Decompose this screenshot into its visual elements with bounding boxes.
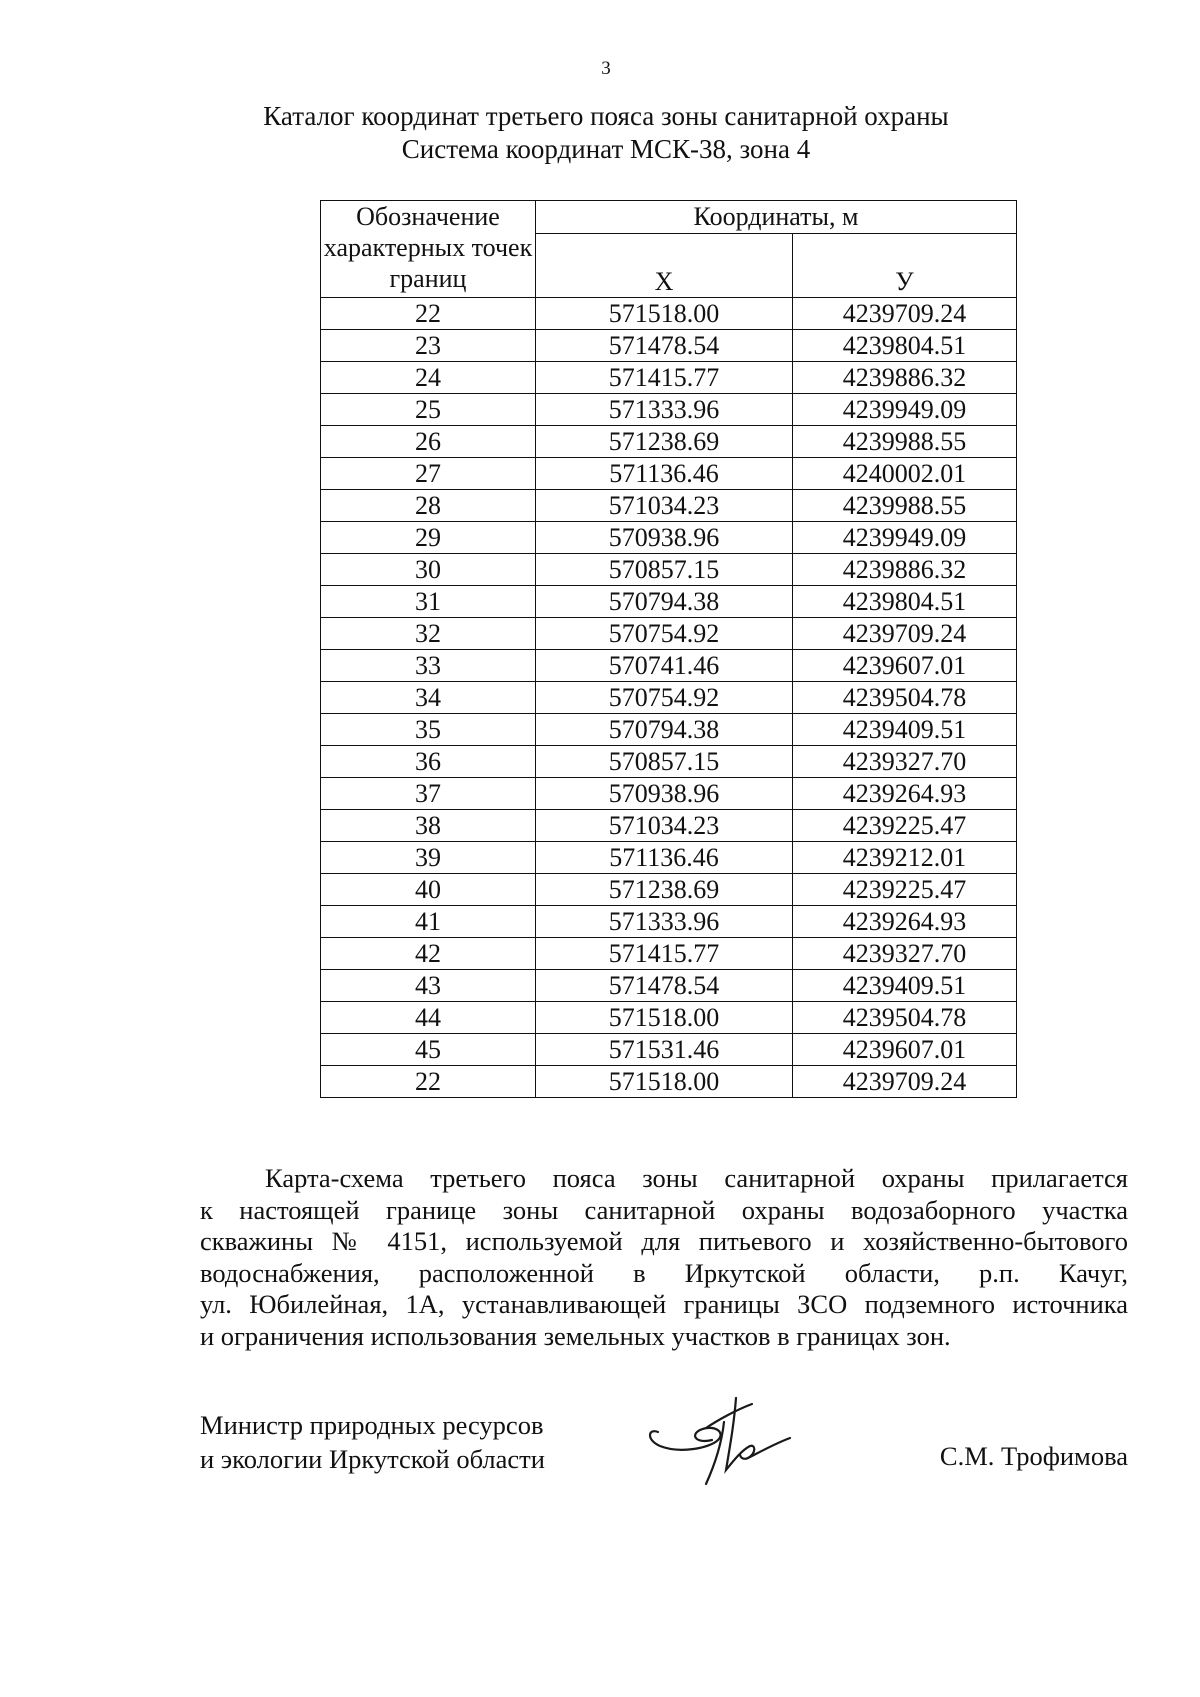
cell-point: 44 — [321, 1002, 536, 1034]
cell-x: 571478.54 — [536, 970, 793, 1002]
cell-y: 4239804.51 — [793, 330, 1017, 362]
signer-position — [200, 1408, 545, 1476]
table-body — [321, 298, 1017, 1098]
cell-x: 571333.96 — [536, 906, 793, 938]
cell-y: 4239949.09 — [793, 522, 1017, 554]
cell-point: 42 — [321, 938, 536, 970]
cell-y: 4239607.01 — [793, 650, 1017, 682]
table-row — [321, 490, 1017, 522]
cell-x: 571415.77 — [536, 938, 793, 970]
cell-y: 4239709.24 — [793, 1066, 1017, 1098]
cell-y: 4239988.55 — [793, 426, 1017, 458]
cell-y: 4239327.70 — [793, 746, 1017, 778]
cell-x: 570857.15 — [536, 554, 793, 586]
page-number: 3 — [601, 58, 611, 79]
table-row — [321, 842, 1017, 874]
table-row — [321, 810, 1017, 842]
cell-point: 22 — [321, 298, 536, 330]
cell-y: 4239264.93 — [793, 906, 1017, 938]
paragraph-line: и ограничения использования земельных участков в границах зон. — [200, 1320, 951, 1351]
paragraph-line: к настоящей границе зоны санитарной охраны водозаборного участка — [200, 1194, 1128, 1225]
cell-y: 4239886.32 — [793, 362, 1017, 394]
cell-y: 4240002.01 — [793, 458, 1017, 490]
table-row — [321, 426, 1017, 458]
cell-point: 32 — [321, 618, 536, 650]
cell-point: 35 — [321, 714, 536, 746]
cell-point: 39 — [321, 842, 536, 874]
cell-point: 23 — [321, 330, 536, 362]
cell-point: 33 — [321, 650, 536, 682]
cell-y: 4239225.47 — [793, 810, 1017, 842]
cell-y: 4239804.51 — [793, 586, 1017, 618]
cell-point: 24 — [321, 362, 536, 394]
paragraph-line: ул. Юбилейная, 1А, устанавливающей границы ЗСО подземного источника — [200, 1289, 1128, 1319]
cell-x: 571518.00 — [536, 298, 793, 330]
cell-y: 4239409.51 — [793, 714, 1017, 746]
cell-x: 571136.46 — [536, 842, 793, 874]
cell-y: 4239504.78 — [793, 1002, 1017, 1034]
title-line-1: Каталог координат третьего пояса зоны санитарной охраны — [263, 101, 949, 131]
paragraph-line: скважины № 4151, используемой для питьевого и хозяйственно-бытового — [200, 1226, 1128, 1256]
cell-point: 25 — [321, 394, 536, 426]
cell-y: 4239264.93 — [793, 778, 1017, 810]
cell-y: 4239949.09 — [793, 394, 1017, 426]
cell-y: 4239212.01 — [793, 842, 1017, 874]
cell-x: 570741.46 — [536, 650, 793, 682]
cell-x: 570794.38 — [536, 714, 793, 746]
table-row — [321, 714, 1017, 746]
table-row — [321, 874, 1017, 906]
cell-x: 570938.96 — [536, 522, 793, 554]
header-y: У — [793, 234, 1017, 298]
cell-x: 571238.69 — [536, 874, 793, 906]
table-row — [321, 970, 1017, 1002]
cell-x: 571518.00 — [536, 1002, 793, 1034]
map-scheme-paragraph — [200, 1163, 1128, 1352]
coordinates-table — [320, 200, 1017, 1098]
cell-point: 27 — [321, 458, 536, 490]
table-row — [321, 394, 1017, 426]
cell-x: 570754.92 — [536, 682, 793, 714]
cell-point: 36 — [321, 746, 536, 778]
cell-x: 571415.77 — [536, 362, 793, 394]
table-row — [321, 746, 1017, 778]
table-row — [321, 778, 1017, 810]
cell-x: 571333.96 — [536, 394, 793, 426]
cell-y: 4239409.51 — [793, 970, 1017, 1002]
cell-x: 570794.38 — [536, 586, 793, 618]
cell-y: 4239504.78 — [793, 682, 1017, 714]
paragraph-line: водоснабжения, расположенной в Иркутской области, р.п. Качуг, — [200, 1257, 1128, 1288]
cell-point: 28 — [321, 490, 536, 522]
cell-point: 34 — [321, 682, 536, 714]
table-row — [321, 362, 1017, 394]
cell-point: 31 — [321, 586, 536, 618]
cell-y: 4239988.55 — [793, 490, 1017, 522]
cell-point: 43 — [321, 970, 536, 1002]
cell-y: 4239327.70 — [793, 938, 1017, 970]
cell-point: 30 — [321, 554, 536, 586]
cell-x: 570938.96 — [536, 778, 793, 810]
cell-point: 41 — [321, 906, 536, 938]
title-line-2: Система координат МСК-38, зона 4 — [401, 134, 811, 164]
cell-point: 38 — [321, 810, 536, 842]
cell-y: 4239709.24 — [793, 618, 1017, 650]
cell-x: 570754.92 — [536, 618, 793, 650]
cell-x: 571238.69 — [536, 426, 793, 458]
cell-x: 571518.00 — [536, 1066, 793, 1098]
table-row — [321, 906, 1017, 938]
header-coordinates: Координаты, м — [536, 201, 1017, 234]
table-row — [321, 618, 1017, 650]
handwritten-signature — [640, 1388, 800, 1498]
signer-position-line-2: и экологии Иркутской области — [200, 1444, 545, 1474]
cell-point: 37 — [321, 778, 536, 810]
cell-y: 4239709.24 — [793, 298, 1017, 330]
signer-name: С.М. Трофимова — [939, 1441, 1128, 1471]
cell-y: 4239886.32 — [793, 554, 1017, 586]
table-row — [321, 458, 1017, 490]
cell-y: 4239225.47 — [793, 874, 1017, 906]
table-row — [321, 1034, 1017, 1066]
table-row — [321, 1002, 1017, 1034]
cell-point: 22 — [321, 1066, 536, 1098]
cell-point: 45 — [321, 1034, 536, 1066]
cell-point: 40 — [321, 874, 536, 906]
paragraph-line: Карта-схема третьего пояса зоны санитарной охраны прилагается — [265, 1163, 1128, 1193]
cell-y: 4239607.01 — [793, 1034, 1017, 1066]
table-row — [321, 938, 1017, 970]
cell-x: 570857.15 — [536, 746, 793, 778]
cell-x: 571034.23 — [536, 810, 793, 842]
table-row — [321, 1066, 1017, 1098]
cell-point: 29 — [321, 522, 536, 554]
cell-x: 571034.23 — [536, 490, 793, 522]
table-row — [321, 650, 1017, 682]
cell-point: 26 — [321, 426, 536, 458]
header-x: X — [536, 234, 793, 298]
signer-position-line-1: Министр природных ресурсов — [200, 1410, 544, 1440]
cell-x: 571136.46 — [536, 458, 793, 490]
table-row — [321, 682, 1017, 714]
header-point-designation: Обозначение характерных точек границ — [321, 201, 536, 298]
cell-x: 571478.54 — [536, 330, 793, 362]
table-row — [321, 554, 1017, 586]
document-title — [0, 100, 1200, 166]
table-row — [321, 330, 1017, 362]
table-row — [321, 522, 1017, 554]
table-row — [321, 586, 1017, 618]
cell-x: 571531.46 — [536, 1034, 793, 1066]
table-row — [321, 298, 1017, 330]
